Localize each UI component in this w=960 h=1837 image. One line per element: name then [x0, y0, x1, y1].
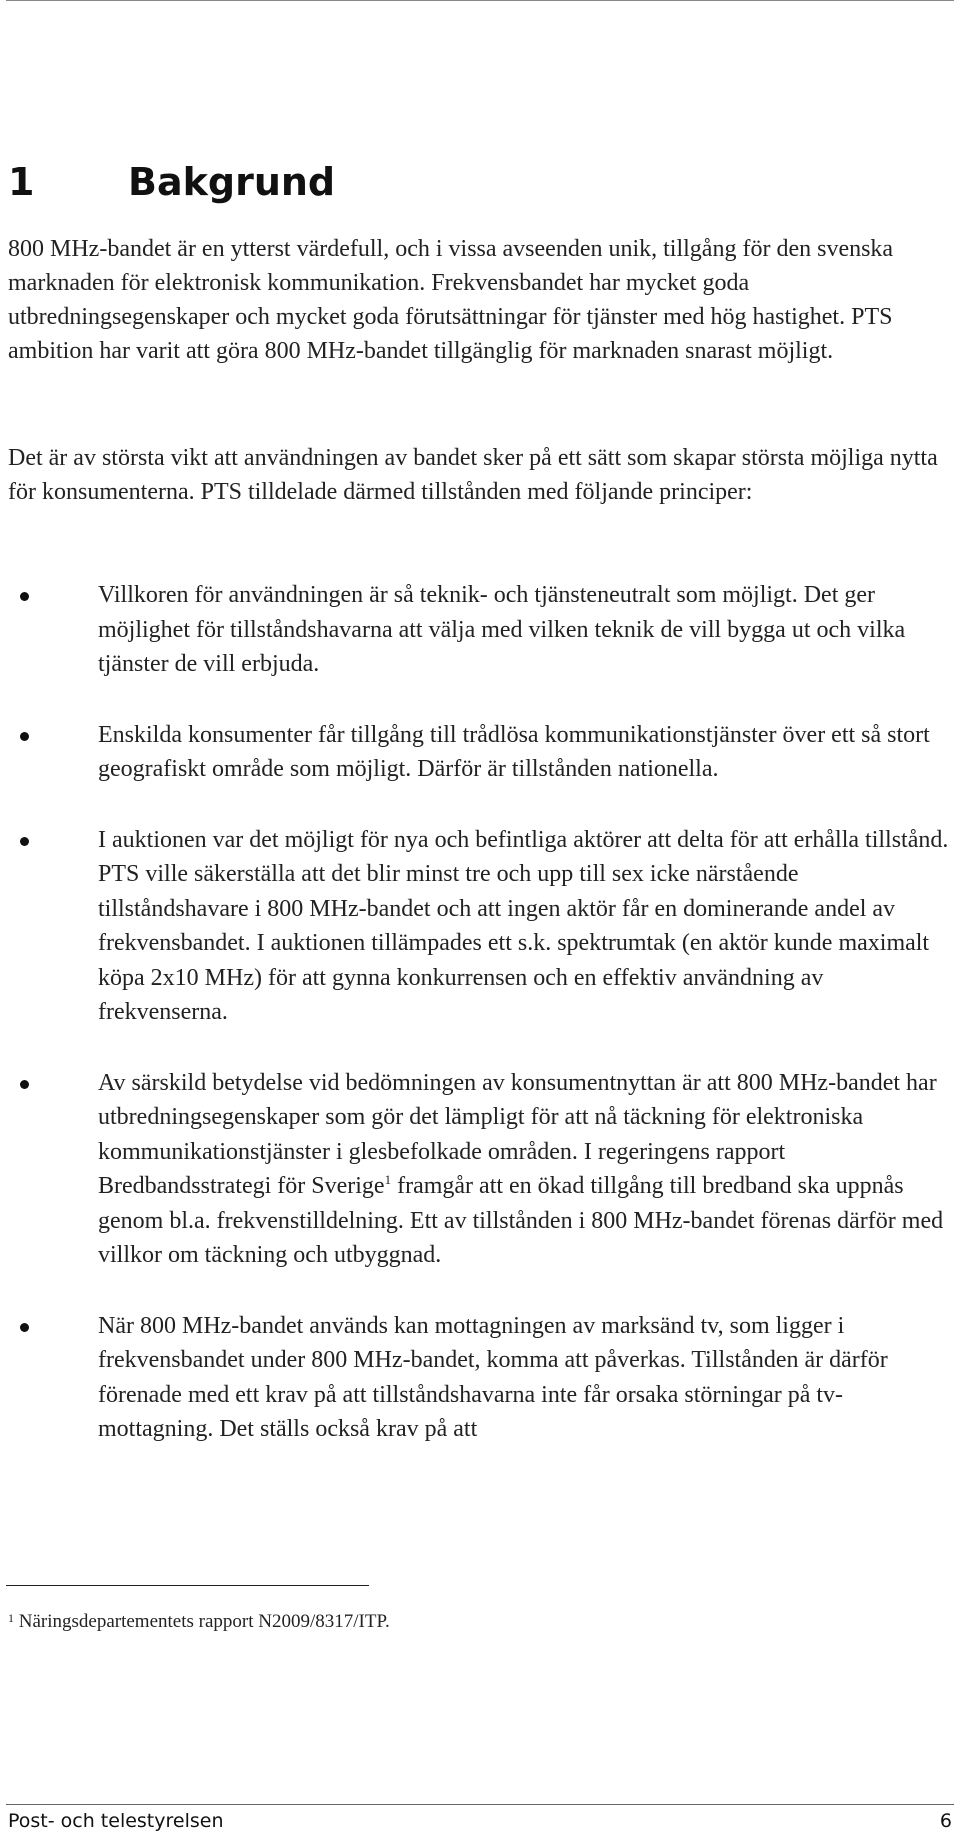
list-item-text: [98, 1070, 943, 1269]
footer-organization: Post- och telestyrelsen: [8, 1810, 224, 1832]
paragraph-principles: Det är av största vikt att användningen av bandet sker på ett sätt som skapar största möjliga nytta för konsumenterna. PTS tilldelade därmed tillstånden med följande principer:: [8, 445, 938, 505]
list-item-text: Villkoren för användningen är så teknik- och tjänsteneutralt som möjligt. Det ger möjlighet för tillståndshavarna att välja med vilken teknik de vill bygga ut och vilka tjänster de vill erbjuda.: [98, 582, 906, 677]
list-item: [8, 578, 952, 682]
list-item: [8, 1309, 952, 1447]
bullet-icon: [20, 1323, 29, 1332]
bullet-icon: [20, 592, 29, 601]
footnote: [8, 1606, 390, 1634]
footnote-text: Näringsdepartementets rapport N2009/8317/ITP.: [14, 1611, 390, 1632]
footnote-number: 1: [8, 1611, 14, 1625]
paragraph-intro: 800 MHz-bandet är en ytterst värdefull, och i vissa avseenden unik, tillgång för den svenska marknaden för elektronisk kommunikation. Frekvensbandet har mycket goda utbredningsegenskaper och mycket goda förutsättningar för tjänster med hög hastighet. PTS ambition har varit att göra 800 MHz-bandet tillgänglig för marknaden snarast möjligt.: [8, 236, 894, 364]
section-number: 1: [8, 160, 35, 204]
top-rule: [6, 0, 954, 1]
principles-list: [8, 578, 952, 1483]
list-item: [8, 718, 952, 787]
page-number: 6: [939, 1810, 952, 1832]
list-item-text: När 800 MHz-bandet används kan mottagningen av marksänd tv, som ligger i frekvensbandet under 800 MHz-bandet, komma att påverkas. Tillstånden är därför förenade med ett krav på att tillståndshavarna inte får orsaka störningar på tv-mottagning. Det ställs också krav på att: [98, 1312, 888, 1442]
list-item-text: I auktionen var det möjligt för nya och befintliga aktörer att delta för att erhålla tillstånd. PTS ville säkerställa att det blir minst tre och upp till sex icke närstående tillståndshavare i 800 MHz-bandet och att ingen aktör får en dominerande andel av frekvensbandet. I auktionen tillämpades ett s.k. spektrumtak (en aktör kunde maximalt köpa 2x10 MHz) för att gynna konkurrensen och en effektiv användning av frekvenserna.: [98, 826, 949, 1025]
bullet-icon: [20, 732, 29, 741]
footer-rule: [6, 1804, 954, 1805]
footnote-separator: [6, 1585, 369, 1586]
footnote-reference[interactable]: 1: [384, 1172, 392, 1187]
list-item-text-part: framgår att en ökad tillgång till bredband ska uppnås genom bl.a. frekvenstilldelning. Ett av tillstånden i 800 MHz-bandet förenas därför med villkor om täckning och utbyggnad.: [98, 1173, 944, 1268]
list-item: [8, 1066, 952, 1273]
list-item-text-part: Av särskild betydelse vid bedömningen av konsumentnyttan är att 800 MHz-bandet har utbredningsegenskaper som gör det lämpligt för att nå täckning för elektroniska kommunikationstjänster i glesbefolkade områden. I regeringens rapport Bredbandsstrategi för Sverige: [98, 1069, 937, 1199]
bullet-icon: [20, 1080, 29, 1089]
list-item-text: Enskilda konsumenter får tillgång till trådlösa kommunikationstjänster över ett så stort geografiskt område som möjligt. Därför är tillstånden nationella.: [98, 721, 930, 782]
section-heading: [8, 154, 335, 210]
section-title: Bakgrund: [128, 160, 336, 204]
bullet-icon: [20, 837, 29, 846]
list-item: [8, 823, 952, 1030]
